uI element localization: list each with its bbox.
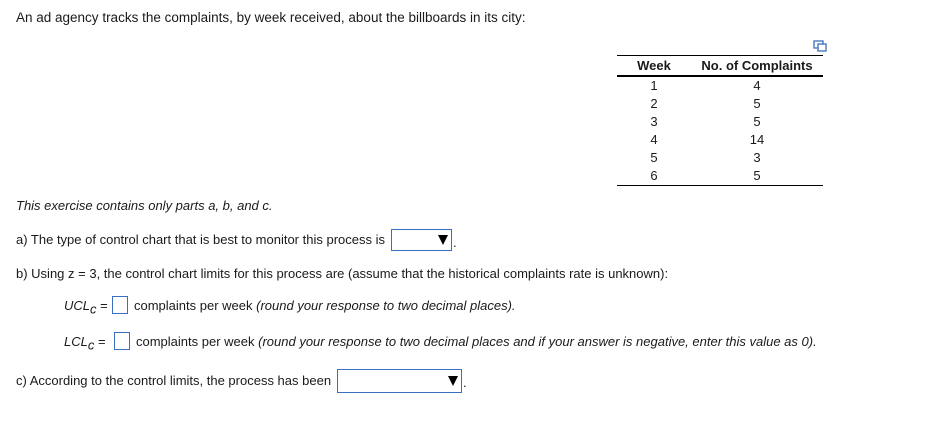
- part-a-question: a) The type of control chart that is best to monitor this process is: [16, 232, 385, 247]
- week-cell: 4: [650, 132, 658, 147]
- table-row: [617, 167, 823, 185]
- part-c-question: c) According to the control limits, the process has been: [16, 373, 332, 388]
- complaints-cell: 3: [753, 150, 761, 165]
- ucl-input[interactable]: [112, 296, 128, 314]
- lcl-unit-text: complaints per week (round your response to two decimal places and if your answer is negative, enter this value as 0).: [136, 334, 817, 349]
- complaints-cell: 4: [753, 78, 761, 93]
- table-row: [617, 149, 823, 167]
- lcl-label: $LCL_c$ =: [64, 334, 106, 353]
- part-a-period: .: [453, 235, 457, 250]
- table-row: [617, 113, 823, 131]
- complaints-table: [617, 55, 823, 186]
- complaints-cell: 5: [753, 96, 761, 111]
- copy-table-icon[interactable]: [813, 40, 827, 52]
- dropdown-arrow-icon[interactable]: [435, 230, 451, 250]
- lcl-input[interactable]: [114, 332, 130, 350]
- dropdown-arrow-icon[interactable]: [445, 370, 461, 392]
- complaints-cell: 5: [753, 114, 761, 129]
- problem-intro: An ad agency tracks the complaints, by week received, about the billboards in its city:: [16, 10, 526, 25]
- process-status-dropdown[interactable]: [337, 369, 462, 393]
- week-cell: 3: [650, 114, 658, 129]
- ucl-label: $UCL_c$ =: [64, 298, 108, 317]
- header-complaints: No. of Complaints: [701, 58, 813, 73]
- part-b-question: b) Using z = 3, the control chart limits for this process are (assume that the historical complaints rate is unknown):: [16, 266, 669, 281]
- table-row: [617, 95, 823, 113]
- exercise-note: This exercise contains only parts a, b, and c.: [16, 198, 273, 213]
- table-row: [617, 77, 823, 95]
- complaints-cell: 5: [753, 168, 761, 183]
- part-c-period: .: [463, 375, 467, 390]
- week-cell: 5: [650, 150, 658, 165]
- complaints-cell: 14: [749, 132, 765, 147]
- week-cell: 6: [650, 168, 658, 183]
- table-row: [617, 131, 823, 149]
- week-cell: 2: [650, 96, 658, 111]
- week-cell: 1: [650, 78, 658, 93]
- ucl-unit-text: complaints per week (round your response to two decimal places).: [134, 298, 516, 313]
- table-header: [617, 56, 823, 75]
- header-week: Week: [637, 58, 671, 73]
- chart-type-dropdown[interactable]: [391, 229, 452, 251]
